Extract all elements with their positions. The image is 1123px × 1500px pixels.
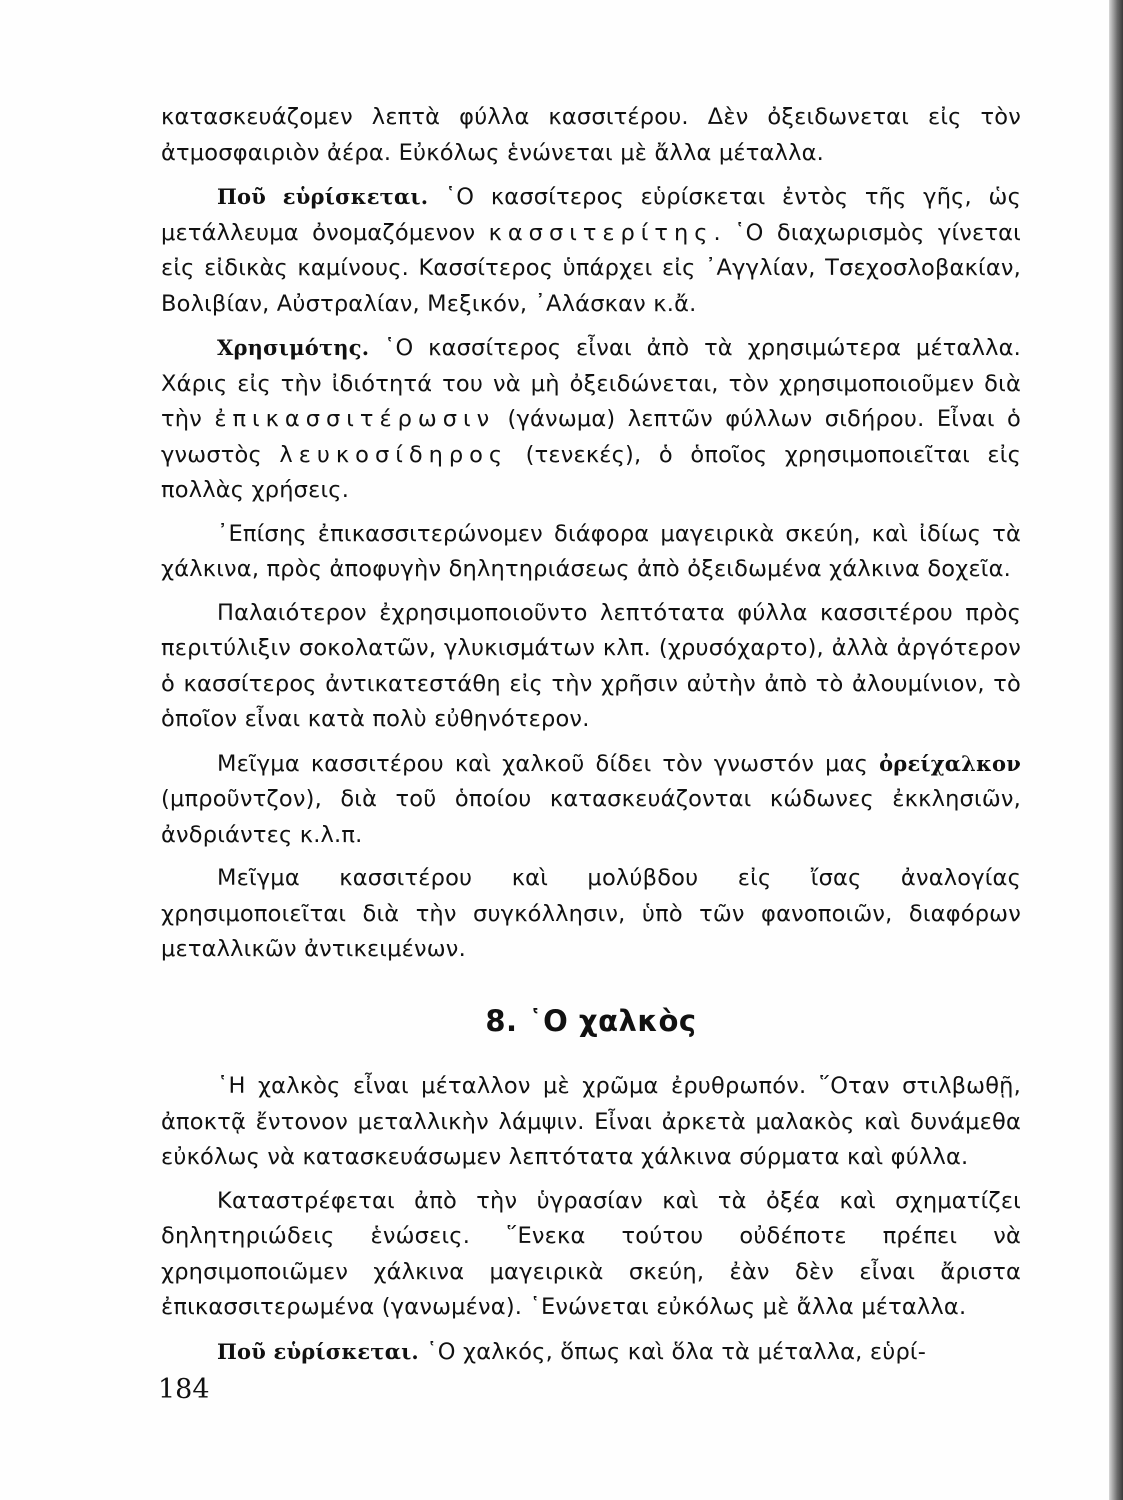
paragraph-text: ῾Ο κασσίτερος εἶναι ἀπὸ τὰ χρησιμώτερα μέταλλα. Χάρις εἰς τὴν ἰδιότητά του νὰ μὴ ὀξειδώνεται, τὸν χρησιμοποιοῦμεν διὰ τὴν	[161, 335, 1021, 432]
paragraph-heading-usefulness: Χρησιμότης.	[217, 335, 370, 360]
paragraph-copper-properties	[161, 1069, 1021, 1176]
spaced-term-cassiterite: κασσιτερίτης	[488, 219, 714, 246]
paragraph-text: ῾Η χαλκὸς εἶναι μέταλλον μὲ χρῶμα ἐρυθρωπόν. ῞Οταν στιλβωθῇ, ἀποκτᾷ ἔντονον μεταλλικὴν λάμψιν. Εἶναι ἀρκετὰ μαλακὸς καὶ δυνάμεθα εὐκόλως νὰ κατασκευάσωμεν λεπτότατα χάλκινα σύρματα καὶ φύλλα.	[161, 1073, 1021, 1170]
paragraph-text: (μπροῦντζον), διὰ τοῦ ὁποίου κατασκευάζονται κώδωνες ἐκκλησιῶν, ἀνδριάντες κ.λ.π.	[161, 786, 1021, 848]
paragraph-copper-corrosion	[161, 1184, 1021, 1326]
spaced-term-tinplate: λευκοσίδηρος	[279, 441, 509, 468]
paragraph-text: Καταστρέφεται ἀπὸ τὴν ὑγρασίαν καὶ τὰ ὀξέα καὶ σχηματίζει δηλητηριώδεις ἑνώσεις. ῞Ενεκα τούτου οὐδέποτε πρέπει νὰ χρησιμοποιῶμεν χάλκινα μαγειρικὰ σκεύη, ἐὰν δὲν εἶναι ἄριστα ἐπικασσιτερωμένα (γανωμένα). ῾Ενώνεται εὐκόλως μὲ ἄλλα μέταλλα.	[161, 1187, 1021, 1320]
paragraph-text: Μεῖγμα κασσιτέρου καὶ μολύβδου εἰς ἴσας ἀναλογίας χρησιμοποιεῖται διὰ τὴν συγκόλλησιν, ὑπὸ τῶν φανοποιῶν, διαφόρων μεταλλικῶν ἀντικειμένων.	[161, 865, 1021, 962]
paragraph-tin-where-found	[161, 179, 1021, 322]
paragraph-text: ᾿Επίσης ἐπικασσιτερώνομεν διάφορα μαγειρικὰ σκεύη, καὶ ἰδίως τὰ χάλκινα, πρὸς ἀποφυγὴν δηλητηριάσεως ἀπὸ ὀξειδωμένα χάλκινα δοχεῖα.	[161, 520, 1021, 582]
paragraph-text: Παλαιότερον ἐχρησιμοποιοῦντο λεπτότατα φύλλα κασσιτέρου πρὸς περιτύλιξιν σοκολατῶν, γλυκισμάτων κλπ. (χρυσόχαρτο), ἀλλὰ ἀργότερον ὁ κασσίτερος ἀντικατεστάθη εἰς τὴν χρῆσιν αὐτὴν ἀπὸ τὸ ἀλουμίνιον, τὸ ὁποῖον εἶναι κατὰ πολὺ εὐθηνότερον.	[161, 599, 1021, 732]
spaced-term-tinning: ἐπικασσιτέρωσιν	[214, 406, 496, 432]
paragraph-tin-foil	[161, 596, 1021, 738]
paragraph-bronze	[161, 746, 1021, 854]
page-edge-shadow	[1109, 0, 1123, 1500]
paragraph-text: ῾Ο κασσίτερος εὑρίσκεται ἐντὸς τῆς γῆς, ὡς μετάλλευμα ὀνομαζόμενον	[161, 184, 1021, 246]
paragraph-tin-properties	[161, 100, 1021, 171]
page-body-text	[161, 100, 1021, 1378]
paragraph-text: ῾Ο χαλκός, ὅπως καὶ ὅλα τὰ μέταλλα, εὑρί-	[418, 1338, 927, 1365]
paragraph-tin-usefulness	[161, 330, 1021, 509]
paragraph-text: (τενεκές), ὁ ὁποῖος χρησιμοποιεῖται εἰς πολλὰς χρήσεις.	[161, 441, 1021, 503]
page-number: 184	[158, 1374, 210, 1405]
paragraph-solder	[161, 861, 1021, 968]
paragraph-text: (γάνωμα) λεπτῶν φύλλων σιδήρου. Εἶναι ὁ γνωστὸς	[161, 406, 1021, 468]
paragraph-tinning-vessels	[161, 517, 1021, 588]
paragraph-text: . ῾Ο διαχωρισμὸς γίνεται εἰς εἰδικὰς καμίνους. Κασσίτερος ὑπάρχει εἰς ᾿Αγγλίαν, Τσεχοσλοβακίαν, Βολιβίαν, Αὐστραλίαν, Μεξικόν, ᾿Αλάσκαν κ.ἄ.	[161, 219, 1021, 317]
paragraph-heading-where-found: Ποῦ εὑρίσκεται.	[217, 1338, 419, 1364]
paragraph-copper-where-found	[161, 1334, 1021, 1371]
paragraph-text: Μεῖγμα κασσιτέρου καὶ χαλκοῦ δίδει τὸν γνωστόν μας	[217, 750, 880, 777]
paragraph-heading-where-found: Ποῦ εὑρίσκεται.	[217, 184, 429, 209]
bold-term-bronze: ὀρείχαλκον	[879, 750, 1021, 776]
paragraph-text: κατασκευάζομεν λεπτὰ φύλλα κασσιτέρου. Δὲν ὀξειδωνεται εἰς τὸν ἀτμοσφαιριὸν ἀέρα. Εὐκόλως ἑνώνεται μὲ ἄλλα μέταλλα.	[161, 104, 1021, 166]
section-title-copper: 8. ῾Ο χαλκὸς	[485, 1003, 697, 1038]
